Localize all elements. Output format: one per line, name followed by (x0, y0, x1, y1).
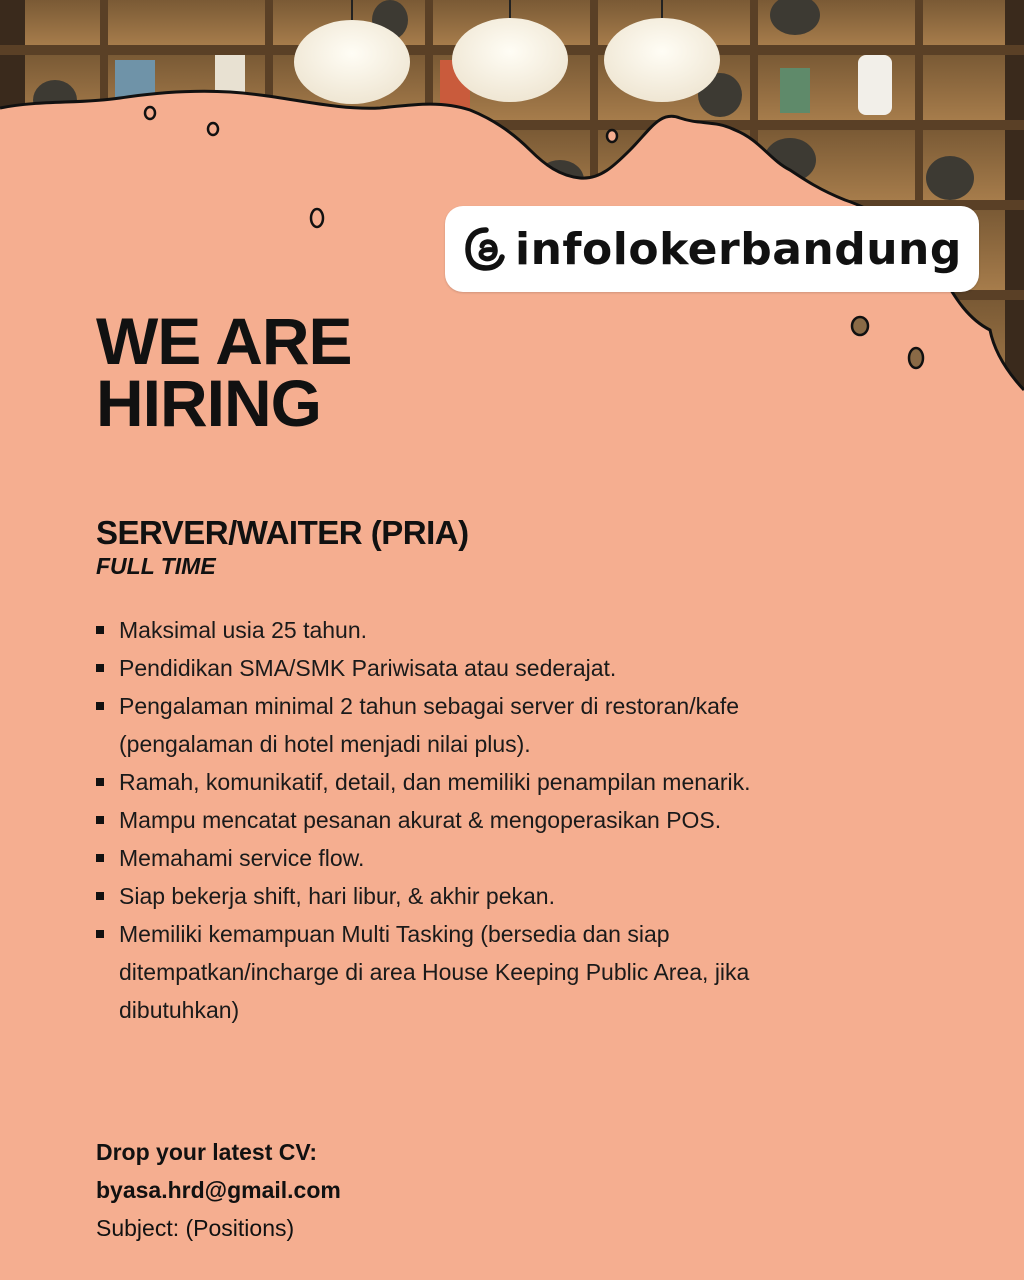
requirement-item (96, 915, 776, 1029)
requirement-item (96, 763, 776, 801)
requirement-item (96, 611, 776, 649)
bullet-icon (96, 854, 104, 862)
bullet-icon (96, 626, 104, 634)
requirement-item (96, 687, 776, 763)
cta-text: Drop your latest CV: (96, 1139, 318, 1165)
requirements-list (96, 611, 776, 1029)
bullet-icon (96, 778, 104, 786)
requirement-text: Memahami service flow. (119, 845, 365, 871)
email-subject-note: Subject: (Positions) (96, 1215, 295, 1241)
requirement-text: Ramah, komunikatif, detail, dan memiliki penampilan menarik. (119, 769, 751, 795)
headline-line-1: WE ARE (96, 304, 352, 378)
requirement-item (96, 649, 776, 687)
contact-section (96, 1133, 341, 1247)
requirement-text: Pendidikan SMA/SMK Pariwisata atau sederajat. (119, 655, 617, 681)
employment-type: FULL TIME (96, 553, 216, 579)
requirement-text: Siap bekerja shift, hari libur, & akhir pekan. (119, 883, 555, 909)
job-position-title: SERVER/WAITER (PRIA) (96, 514, 469, 551)
requirement-item (96, 801, 776, 839)
requirement-text: Pengalaman minimal 2 tahun sebagai server di restoran/kafe (pengalaman di hotel menjadi nilai plus). (119, 693, 740, 757)
requirement-text: Memiliki kemampuan Multi Tasking (bersedia dan siap ditempatkan/incharge di area House Keeping Public Area, jika dibutuhkan) (119, 921, 750, 1023)
handle-text: infolokerbandung (515, 223, 962, 275)
handle-badge[interactable] (445, 206, 979, 292)
bullet-icon (96, 892, 104, 900)
bullet-icon (96, 664, 104, 672)
bullet-icon (96, 930, 104, 938)
requirement-item (96, 877, 776, 915)
bullet-icon (96, 816, 104, 824)
headline-line-2: HIRING (96, 366, 321, 440)
bullet-icon (96, 702, 104, 710)
requirement-item (96, 839, 776, 877)
threads-icon (461, 224, 511, 274)
headline (96, 304, 352, 440)
requirement-text: Maksimal usia 25 tahun. (119, 617, 368, 643)
contact-email[interactable]: byasa.hrd@gmail.com (96, 1177, 341, 1203)
requirement-text: Mampu mencatat pesanan akurat & mengoperasikan POS. (119, 807, 722, 833)
